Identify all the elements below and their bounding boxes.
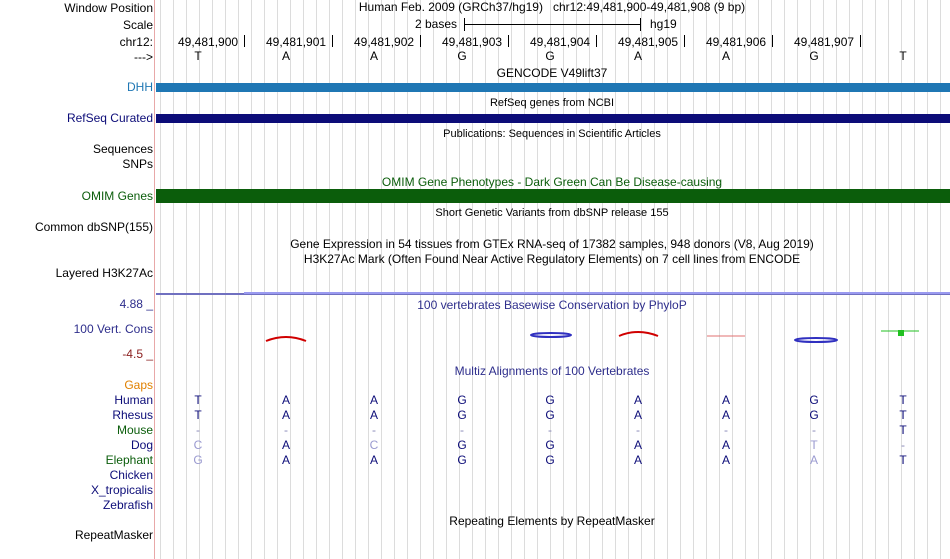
- aligned-base: A: [369, 453, 378, 467]
- aligned-base: T: [194, 408, 202, 422]
- aligned-base: A: [633, 438, 642, 452]
- aligned-base: C: [193, 438, 203, 452]
- aligned-base: -: [460, 423, 464, 437]
- gtex-track-title[interactable]: Gene Expression in 54 tissues from GTEx RNA-seq of 17382 samples, 948 donors (V8, Aug 2019): [290, 237, 814, 251]
- gencode-track-title[interactable]: GENCODE V49lift37: [496, 66, 608, 80]
- chrom-label: chr12:: [119, 35, 153, 49]
- aligned-base: A: [633, 453, 642, 467]
- dbsnp-track-title[interactable]: Short Genetic Variants from dbSNP release 155: [435, 207, 669, 219]
- position-label: 49,481,900: [178, 35, 239, 49]
- aligned-base: -: [636, 423, 640, 437]
- aligned-base: T: [899, 453, 907, 467]
- scale-text: 2 bases: [415, 17, 458, 31]
- phylop-track-title[interactable]: 100 vertebrates Basewise Conservation by PhyloP: [417, 298, 687, 312]
- species-label-mouse[interactable]: Mouse: [116, 423, 153, 437]
- species-label-elephant[interactable]: Elephant: [105, 453, 153, 467]
- position-label: 49,481,901: [266, 35, 327, 49]
- aligned-base: G: [457, 408, 467, 422]
- aligned-base: A: [721, 438, 730, 452]
- aligned-base: A: [281, 438, 290, 452]
- aligned-base: G: [457, 438, 467, 452]
- publications-track-title[interactable]: Publications: Sequences in Scientific Articles: [443, 128, 661, 140]
- aligned-base: G: [545, 393, 555, 407]
- repeatmasker-label[interactable]: RepeatMasker: [74, 528, 153, 542]
- aligned-base: C: [369, 438, 379, 452]
- aligned-base: G: [545, 408, 555, 422]
- position-label: 49,481,904: [530, 35, 591, 49]
- aligned-base: G: [193, 453, 203, 467]
- species-label-rhesus[interactable]: Rhesus: [112, 408, 153, 422]
- position-label: 49,481,906: [706, 35, 767, 49]
- phylop-label[interactable]: 100 Vert. Cons: [73, 322, 153, 336]
- aligned-base: -: [812, 423, 816, 437]
- phylop-mark-red: [619, 332, 658, 336]
- aligned-base: A: [721, 453, 730, 467]
- phylop-mark-red: [266, 337, 306, 341]
- dbsnp-label[interactable]: Common dbSNP(155): [34, 220, 153, 234]
- h3k27ac-label[interactable]: Layered H3K27Ac: [55, 266, 153, 280]
- species-label-x_tropicalis[interactable]: X_tropicalis: [90, 483, 153, 497]
- reference-base: G: [545, 49, 555, 63]
- gencode-gene-label[interactable]: DHH: [127, 80, 153, 94]
- aligned-base: A: [633, 408, 642, 422]
- species-label-chicken[interactable]: Chicken: [109, 468, 153, 482]
- window-position-label: Window Position: [64, 1, 153, 15]
- snps-label[interactable]: SNPs: [122, 157, 153, 171]
- strand-arrow: --->: [134, 50, 153, 64]
- aligned-base: T: [899, 408, 907, 422]
- repeatmasker-track-title[interactable]: Repeating Elements by RepeatMasker: [449, 514, 655, 528]
- species-label-human[interactable]: Human: [114, 393, 153, 407]
- species-label-dog[interactable]: Dog: [130, 438, 153, 452]
- gaps-label[interactable]: Gaps: [124, 378, 153, 392]
- scale-assembly: hg19: [650, 17, 677, 31]
- reference-base: T: [194, 49, 202, 63]
- aligned-base: T: [899, 393, 907, 407]
- window-position-value[interactable]: Human Feb. 2009 (GRCh37/hg19) chr12:49,481,900-49,481,908 (9 bp): [358, 0, 746, 14]
- multiz-track-title[interactable]: Multiz Alignments of 100 Vertebrates: [454, 364, 650, 378]
- aligned-base: -: [284, 423, 288, 437]
- aligned-base: A: [281, 453, 290, 467]
- reference-base: A: [721, 49, 730, 63]
- reference-base: A: [369, 49, 378, 63]
- aligned-base: T: [194, 393, 202, 407]
- refseq-label[interactable]: RefSeq Curated: [66, 111, 153, 125]
- aligned-base: A: [721, 393, 730, 407]
- h3k27ac-track-title[interactable]: H3K27Ac Mark (Often Found Near Active Regulatory Elements) on 7 cell lines from ENCODE: [303, 252, 801, 266]
- omim-label[interactable]: OMIM Genes: [81, 189, 153, 203]
- species-label-zebrafish[interactable]: Zebrafish: [102, 498, 153, 512]
- aligned-base: G: [457, 393, 467, 407]
- aligned-base: T: [899, 423, 907, 437]
- aligned-base: A: [369, 393, 378, 407]
- aligned-base: G: [545, 438, 555, 452]
- phylop-min-label: -4.5 _: [122, 347, 153, 361]
- reference-base: G: [809, 49, 819, 63]
- position-label: 49,481,902: [354, 35, 415, 49]
- scale-label: Scale: [122, 18, 153, 32]
- position-label: 49,481,905: [618, 35, 679, 49]
- reference-base: A: [633, 49, 642, 63]
- aligned-base: T: [810, 438, 818, 452]
- aligned-base: G: [809, 408, 819, 422]
- aligned-base: A: [369, 408, 378, 422]
- phylop-mark-green-block: [898, 330, 904, 336]
- aligned-base: G: [545, 453, 555, 467]
- aligned-base: -: [724, 423, 728, 437]
- reference-base: A: [281, 49, 290, 63]
- sequences-label[interactable]: Sequences: [92, 142, 153, 156]
- refseq-track-title[interactable]: RefSeq genes from NCBI: [489, 97, 615, 109]
- aligned-base: G: [457, 453, 467, 467]
- aligned-base: -: [548, 423, 552, 437]
- aligned-base: -: [372, 423, 376, 437]
- omim-track-title[interactable]: OMIM Gene Phenotypes - Dark Green Can Be Disease-causing: [381, 175, 723, 189]
- aligned-base: -: [901, 438, 905, 452]
- position-label: 49,481,907: [794, 35, 855, 49]
- position-label: 49,481,903: [442, 35, 503, 49]
- aligned-base: A: [281, 408, 290, 422]
- phylop-mark-blue: [531, 333, 571, 337]
- aligned-base: -: [196, 423, 200, 437]
- phylop-mark-blue: [795, 338, 837, 342]
- aligned-base: A: [281, 393, 290, 407]
- aligned-base: A: [809, 453, 818, 467]
- reference-base: G: [457, 49, 467, 63]
- aligned-base: G: [809, 393, 819, 407]
- phylop-max-label: 4.88 _: [119, 297, 153, 311]
- aligned-base: A: [633, 393, 642, 407]
- reference-base: T: [899, 49, 907, 63]
- aligned-base: A: [721, 408, 730, 422]
